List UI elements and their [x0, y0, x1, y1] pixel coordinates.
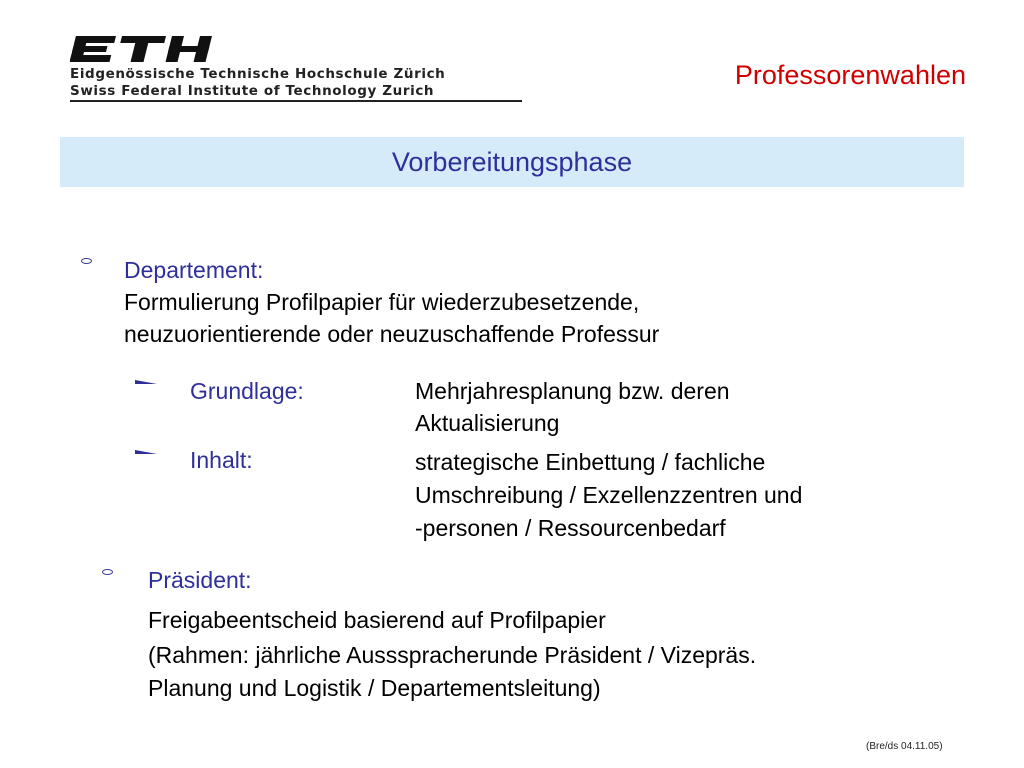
inhalt-label: Inhalt: [190, 447, 253, 473]
arrow-bullet-icon [134, 378, 158, 392]
logo-underline [70, 100, 522, 102]
grundlage-text-line: Aktualisierung [415, 410, 560, 436]
footer-note: (Bre/ds 04.11.05) [866, 741, 943, 752]
inhalt-text-line: strategische Einbettung / fachliche [415, 449, 766, 475]
praesident-text-line: Freigabeentscheid basierend auf Profilpapier [148, 607, 606, 633]
grundlage-text-line: Mehrjahresplanung bzw. deren [415, 378, 730, 404]
arrow-bullet-icon [134, 448, 158, 462]
departement-text-line: Formulierung Profilpapier für wiederzubesetzende, [124, 289, 640, 315]
departement-text-line: neuzuorientierende oder neuzuschaffende Professur [124, 321, 660, 347]
institution-name-de: Eidgenössische Technische Hochschule Zürich [70, 66, 446, 82]
inhalt-text-line: Umschreibung / Exzellenzzentren und [415, 482, 803, 508]
praesident-text-line: Planung und Logistik / Departementsleitung) [148, 675, 601, 701]
praesident-text-line: (Rahmen: jährliche Aussspracherunde Präsident / Vizepräs. [148, 642, 757, 668]
departement-label: Departement: [124, 257, 264, 283]
bullet-dot-icon [81, 258, 92, 264]
bullet-dot-icon [102, 569, 113, 575]
eth-logo [70, 36, 215, 62]
phase-banner [60, 137, 964, 187]
inhalt-text-line: -personen / Ressourcenbedarf [415, 515, 726, 541]
phase-title: Vorbereitungsphase [391, 147, 633, 177]
institution-name-en: Swiss Federal Institute of Technology Zurich [70, 83, 435, 99]
praesident-label: Präsident: [148, 567, 252, 593]
header-title: Professorenwahlen [734, 60, 966, 90]
grundlage-label: Grundlage: [190, 378, 304, 404]
